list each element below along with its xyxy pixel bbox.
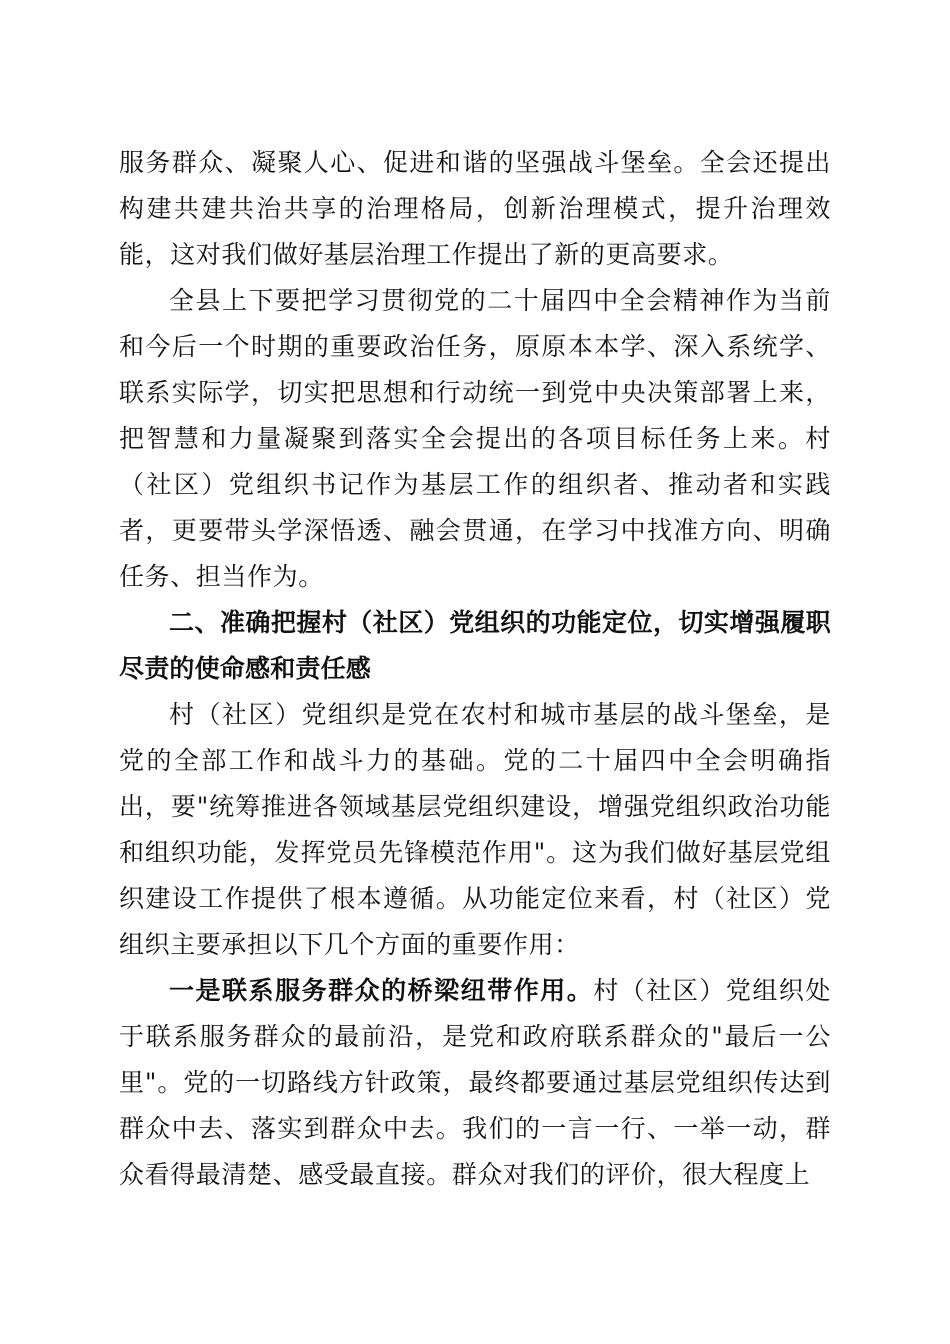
- paragraph-study-task: 全县上下要把学习贯彻党的二十届四中全会精神作为当前和今后一个时期的重要政治任务，原原本本学、深入系统学、联系实际学，切实把思想和行动统一到党中央决策部署上来，把智慧和力量凝聚到落实全会提出的各项目标任务上来。村（社区）党组织书记作为基层工作的组织者、推动者和实践者，更要带头学深悟透、融会贯通，在学习中找准方向、明确任务、担当作为。: [119, 286, 831, 591]
- paragraph-bridge-role-text: 村（社区）党组织处于联系服务群众的最前沿，是党和政府联系群众的"最后一公里"。党的一切路线方针政策，最终都要通过基层党组织传达到群众中去、落实到群众中去。我们的一言一行、一举一动，群众看得最清楚、感受最直接。群众对我们的评价，很大程度上: [119, 976, 831, 1189]
- paragraph-continued: 服务群众、凝聚人心、促进和谐的坚强战斗堡垒。全会还提出构建共建共治共享的治理格局，创新治理模式，提升治理效能，这对我们做好基层治理工作提出了新的更高要求。: [119, 148, 831, 269]
- section-heading: 二、准确把握村（社区）党组织的功能定位，切实增强履职尽责的使命感和责任感: [119, 608, 831, 683]
- document-body: [119, 140, 831, 1198]
- paragraph-function-positioning: 村（社区）党组织是党在农村和城市基层的战斗堡垒，是党的全部工作和战斗力的基础。党的二十届四中全会明确指出，要"统筹推进各领域基层党组织建设，增强党组织政治功能和组织功能，发挥党员先锋模范作用"。这为我们做好基层党组织建设工作提供了根本遵循。从功能定位来看，村（社区）党组织主要承担以下几个方面的重要作用：: [119, 700, 831, 959]
- paragraph-bridge-role: [119, 968, 831, 1198]
- paragraph-lead-phrase: 一是联系服务群众的桥梁纽带作用。: [169, 976, 594, 1005]
